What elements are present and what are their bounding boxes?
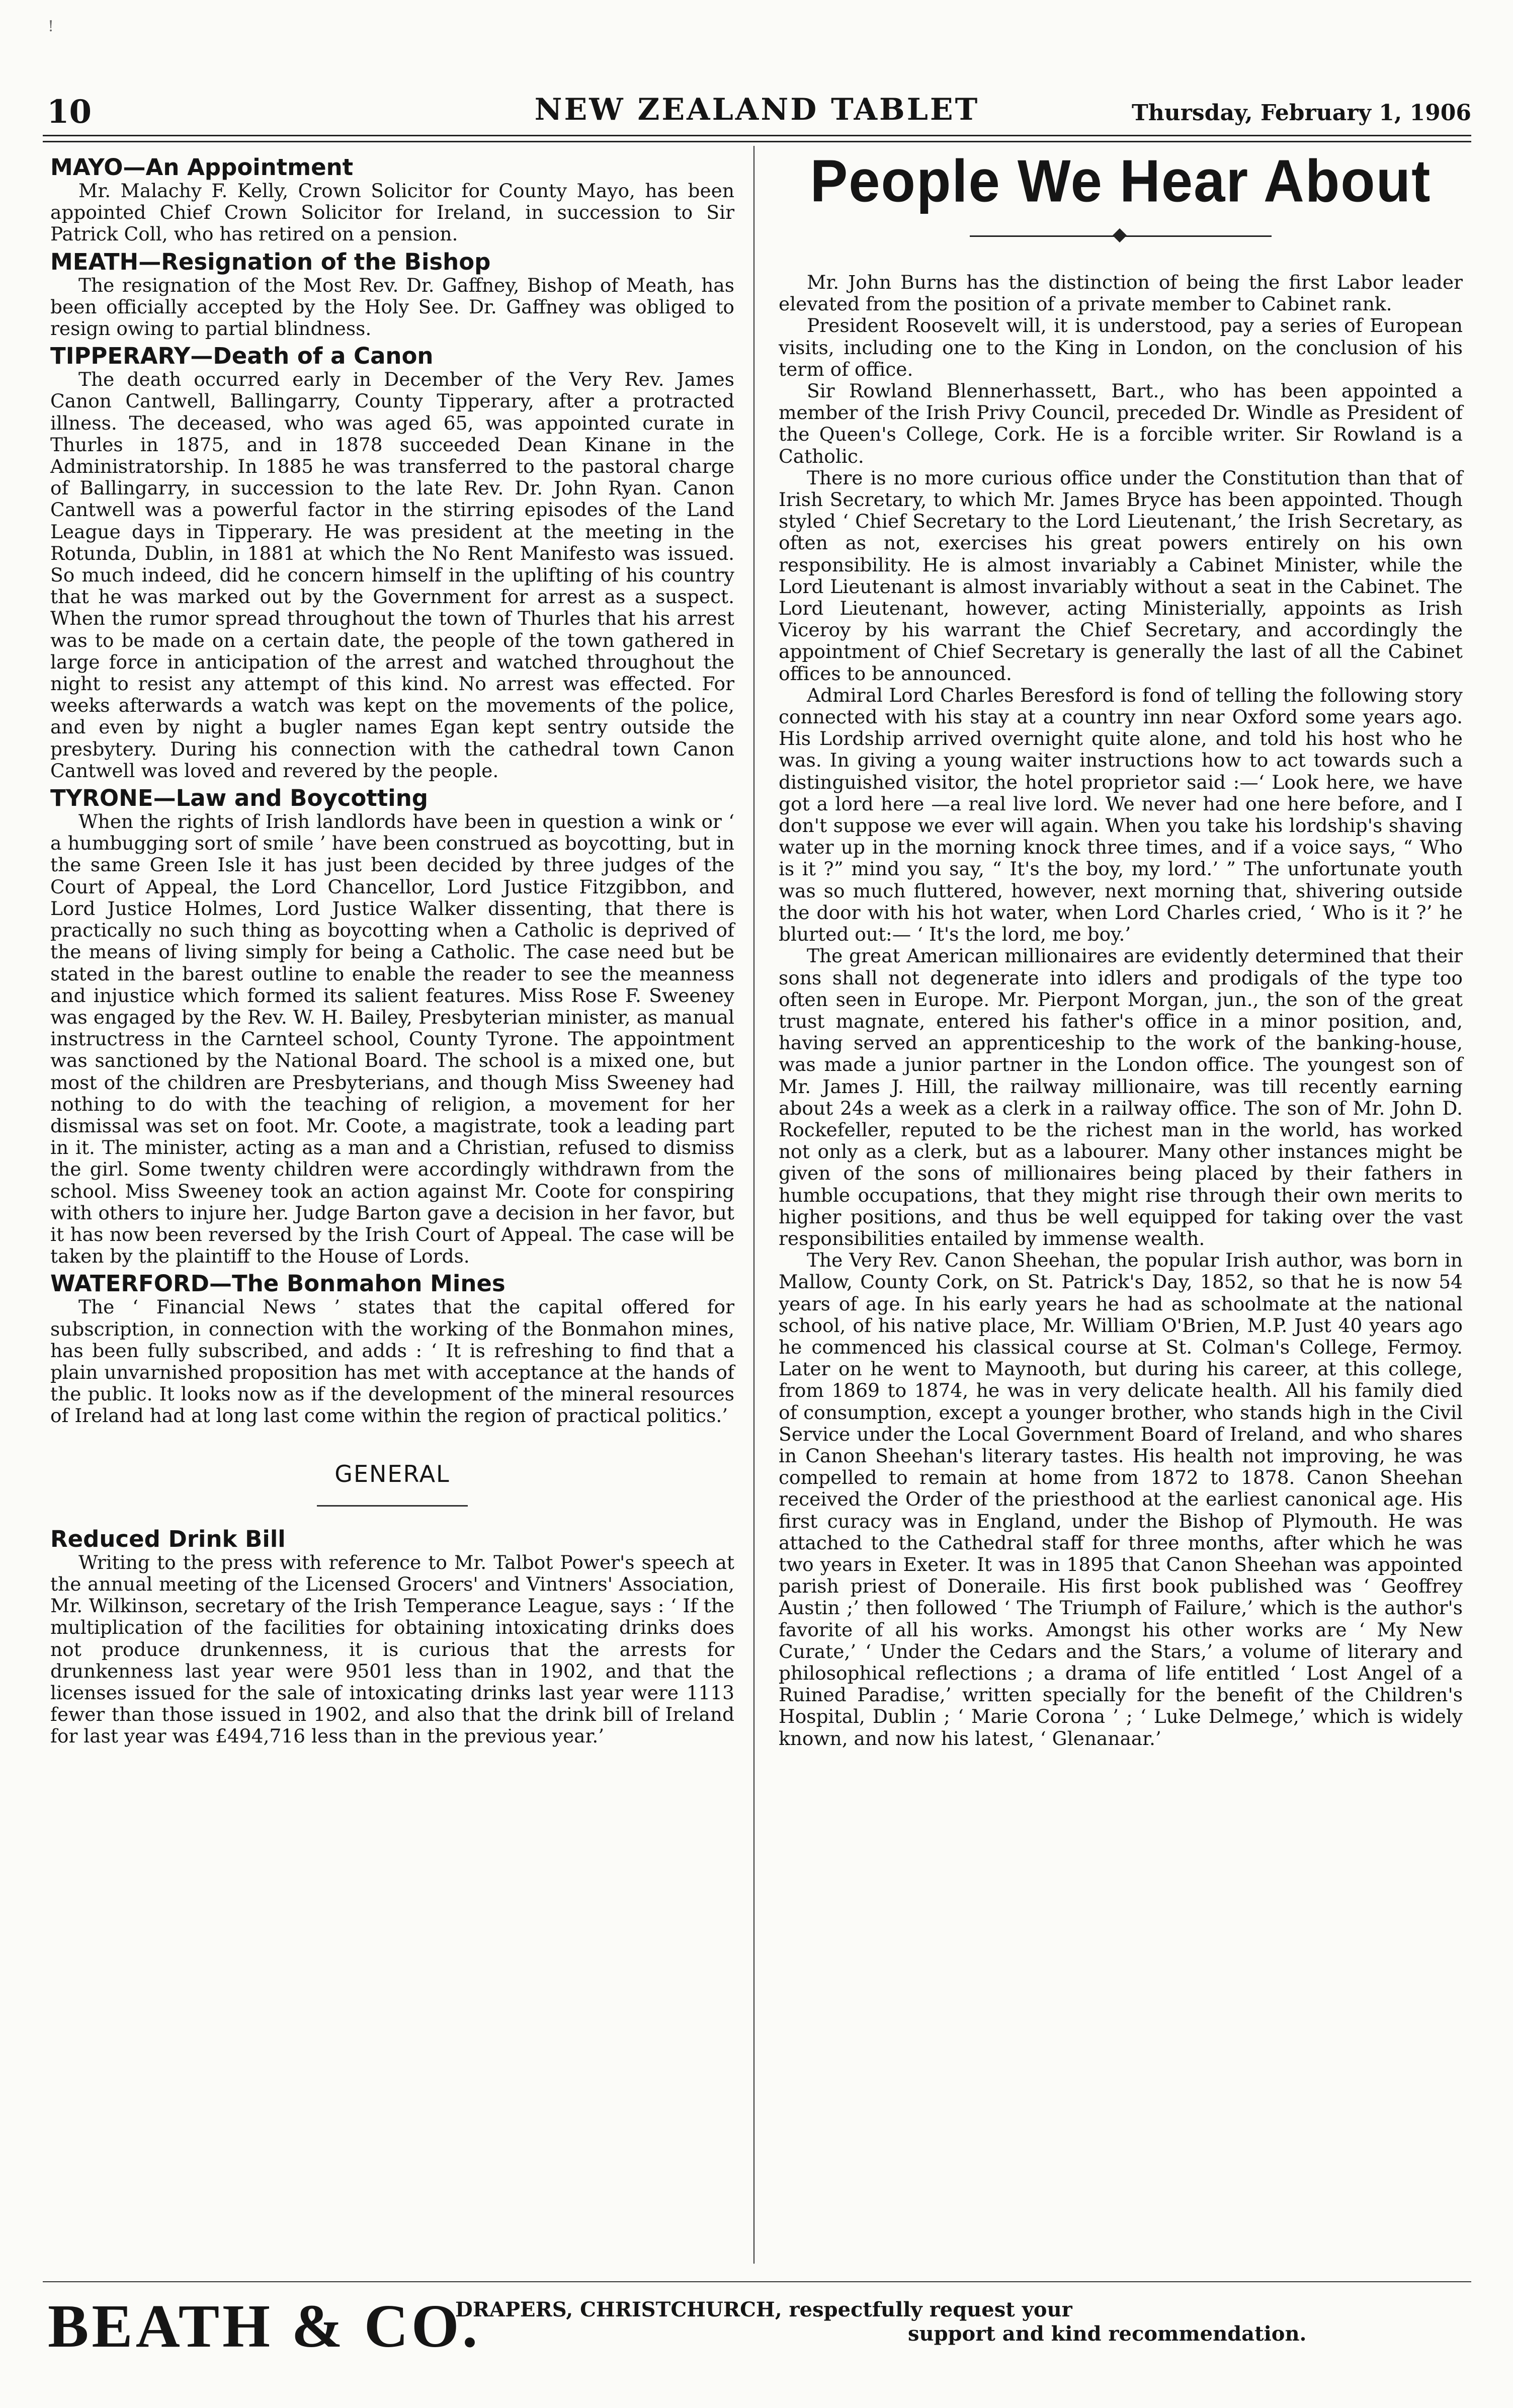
left-column <box>50 151 734 1748</box>
header-rule <box>43 135 1471 142</box>
section-paragraph: The death occurred early in December of the Very Rev. James Canon Cantwell, Ballingarry, County Tipperary, after a protracted illness. The deceased, who was aged 65, was appointed curate in Thurles in 1875, and in 1878 succeeded Dean Kinane in the Administratorship. In 1885 he was transferred to the pastoral charge of Ballingarry, in succession to the late Rev. Dr. John Ryan. Canon Cantwell was a powerful factor in the stirring episodes of the Land League days in Tipperary. He was president at the meeting in the Rotunda, Dublin, in 1881 at which the No Rent Manifesto was issued. So much indeed, did he concern himself in the uplifting of his country that he was marked out by the Government for arrest as a suspect. When the rumor spread throughout the town of Thurles that his arrest was to be made on a certain date, the people of the town gathered in large force in anticipation of the arrest and watched throughout the night to resist any attempt of this kind. No arrest was effected. For weeks afterwards a watch was kept on the movements of the police, and even by night a bugler names Egan kept sentry outside the presbytery. During his connection with the cathedral town Canon Cantwell was loved and revered by the people. <box>50 368 734 782</box>
people-title: People We Hear About <box>810 147 1432 214</box>
general-rule <box>317 1505 468 1507</box>
issue-date: Thursday, February 1, 1906 <box>1132 100 1471 126</box>
people-paragraph: Admiral Lord Charles Beresford is fond of telling the following story connected with his stay at a country inn near Oxford some years ago. His Lordship arrived overnight quite alone, and told his host who he was. In giving a young waiter instructions how to act towards such a distinguished visitor, the hotel proprietor said :—‘ Look here, we have got a lord here —a real live lord. We never had one here before, and I don't suppose we ever will again. When you take his lordship's shaving water up in the morning knock three times, and if a voice says, “ Who is it ?” mind you say, “ It's the boy, my lord.’ ” The unfortunate youth was so much fluttered, however, next morning that, shivering outside the door with his hot water, when Lord Charles cried, ‘ Who is it ?’ he blurted out:— ‘ It's the lord, me boy.’ <box>779 684 1463 946</box>
section-paragraph: Writing to the press with reference to Mr. Talbot Power's speech at the annual meeting of the Licensed Grocers' and Vintners' Association, Mr. Wilkinson, secretary of the Irish Temperance League, says : ‘ If the multiplication of the facilities for obtaining intoxicating drinks does not produce drunkenness, it is curious that the arrests for drunkenness last year were 9501 less than in 1902, and that the licenses issued for the sale of intoxicating drinks last year were 1113 fewer than those issued in 1902, and also that the drink bill of Ireland for last year was £494,716 less than in the previous year.’ <box>50 1551 734 1748</box>
diamond-icon <box>1113 228 1127 242</box>
section-waterford <box>50 1271 734 1427</box>
people-paragraph: There is no more curious office under the Constitution than that of Irish Secretary, to which Mr. James Bryce has been appointed. Though styled ‘ Chief Secretary to the Lord Lieutenant,’ the Irish Secretary, as often as not, exercises his great powers entirely on his own responsibility. He is almost invariably a Cabinet Minister, while the Lord Lieutenant is almost invariably without a seat in the Cabinet. The Lord Lieutenant, however, acting Ministerially, appoints as Irish Viceroy by his warrant the Chief Secretary, and accordingly the appointment of Chief Secretary is generally the last of all the Cabinet offices to be announced. <box>779 466 1463 685</box>
people-paragraph: The Very Rev. Canon Sheehan, the popular Irish author, was born in Mallow, County Cork, on St. Patrick's Day, 1852, so that he is now 54 years of age. In his early years he had as schoolmate at the national school, of his native place, Mr. William O'Brien, M.P. Just 40 years ago he commenced his classical course at St. Colman's College, Fermoy. Later on he went to Maynooth, but during his career, at this college, from 1869 to 1874, he was in very delicate health. All his family died of consumption, except a younger brother, who stands high in the Civil Service under the Local Government Board of Ireland, and who shares in Canon Sheehan's literary tastes. His health not improving, he was compelled to remain at home from 1872 to 1878. Canon Sheehan received the Order of the priesthood at the earliest canonical age. His first curacy was in England, under the Bishop of Plymouth. He was attached to the Cathedral staff for three months, after which he was two years in Exeter. It was in 1895 that Canon Sheehan was appointed parish priest of Doneraile. His first book published was ‘ Geoffrey Austin ;’ then followed ‘ The Triumph of Failure,’ which is the author's favorite of all his works. Amongst his other works are ‘ My New Curate,’ ‘ Under the Cedars and the Stars,’ a volume of literary and philosophical reflections ; a drama of life entitled ‘ Lost Angel of a Ruined Paradise,’ written specially for the benefit of the Children's Hospital, Dublin ; ‘ Marie Corona ’ ; ‘ Luke Delmege,’ which is widely known, and now his latest, ‘ Glenanaar.’ <box>779 1249 1463 1750</box>
section-reduced-drink-bill <box>50 1527 734 1748</box>
section-mayo <box>50 155 734 245</box>
section-heading: TIPPERARY—Death of a Canon <box>50 343 434 370</box>
advert-name: BEATH & CO. <box>48 2292 481 2360</box>
section-heading: MEATH—Resignation of the Bishop <box>50 248 491 275</box>
section-paragraph: The resignation of the Most Rev. Dr. Gaffney, Bishop of Meath, has been officially accepted by the Holy See. Dr. Gaffney was obliged to resign owing to partial blindness. <box>50 274 734 340</box>
section-heading: MAYO—An Appointment <box>50 154 354 181</box>
footer-rule <box>43 2281 1471 2282</box>
section-paragraph: Mr. Malachy F. Kelly, Crown Solicitor for County Mayo, has been appointed Chief Crown Solicitor for Ireland, in succession to Sir Patrick Coll, who has retired on a pension. <box>50 180 734 245</box>
page-number: 10 <box>47 93 92 131</box>
people-paragraph: The great American millionaires are evidently determined that their sons shall not degenerate into idlers and prodigals of the type too often seen in Europe. Mr. Pierpont Morgan, jun., the son of the great trust magnate, entered his father's office in a minor position, and, having served an apprenticeship to the work of the banking-house, was made a junior partner in the London office. The youngest son of Mr. James J. Hill, the railway millionaire, was till recently earning about 24s a week as a clerk in a railway office. The son of Mr. John D. Rockefeller, reputed to be the richest man in the world, has worked not only as a clerk, but as a labourer. Many other instances might be given of the sons of millionaires being placed by their fathers in humble occupations, that they might rise through their own merits to higher positions, and thus be well equipped for taking over the vast responsibilities entailed by immense wealth. <box>779 945 1463 1250</box>
section-paragraph: The ‘ Financial News ’ states that the capital offered for subscription, in connection with the working of the Bonmahon mines, has been fully subscribed, and adds : ‘ It is refreshing to find that a plain unvarnished proposition has met with acceptance at the hands of the public. It looks now as if the development of the mineral resources of Ireland had at long last come within the region of practical politics.’ <box>50 1296 734 1427</box>
advert-line-1: DRAPERS, CHRISTCHURCH, respectfully request your <box>455 2298 1072 2321</box>
section-heading: WATERFORD—The Bonmahon Mines <box>50 1270 506 1297</box>
advert-text <box>455 2298 1306 2346</box>
advert-line-2: support and kind recommendation. <box>908 2322 1307 2346</box>
margin-mark: ! <box>48 18 54 35</box>
newspaper-title: NEW ZEALAND TABLET <box>534 92 980 127</box>
section-tipperary <box>50 344 734 782</box>
section-heading: TYRONE—Law and Boycotting <box>50 785 428 812</box>
people-paragraph: Sir Rowland Blennerhassett, Bart., who has been appointed a member of the Irish Privy Council, preceded Dr. Windle as President of the Queen's College, Cork. He is a forcible writer. Sir Rowland is a Catholic. <box>779 380 1463 467</box>
section-heading: Reduced Drink Bill <box>50 1525 286 1552</box>
section-paragraph: When the rights of Irish landlords have been in question a wink or ‘ a humbugging sort of smile ’ have been construed as boycotting, but in the same Green Isle it has just been decided by three judges of the Court of Appeal, the Lord Chancellor, Lord Justice Fitzgibbon, and Lord Justice Holmes, Lord Justice Walker dissenting, that there is practically no such thing as boycotting when a Catholic is deprived of the means of living simply for being a Catholic. The case need but be stated in the barest outline to enable the reader to see the meanness and injustice which formed its salient features. Miss Rose F. Sweeney was engaged by the Rev. W. H. Bailey, Presbyterian minister, as manual instructress in the Carnteel school, County Tyrone. The appointment was sanctioned by the National Board. The school is a mixed one, but most of the children are Presbyterians, and though Miss Sweeney had nothing to do with the teaching of religion, a movement for her dismissal was set on foot. Mr. Coote, a magistrate, took a leading part in it. The minister, acting as a man and a Christian, refused to dismiss the girl. Some twenty children were accordingly withdrawn from the school. Miss Sweeney took an action against Mr. Coote for conspiring with others to injure her. Judge Barton gave a decision in her favor, but it has now been reversed by the Irish Court of Appeal. The case will be taken by the plaintiff to the House of Lords. <box>50 810 734 1268</box>
section-tyrone <box>50 786 734 1267</box>
column-divider <box>753 146 754 2264</box>
general-title: GENERAL <box>334 1460 450 1487</box>
page-header <box>43 92 1471 131</box>
right-column <box>779 147 1463 1750</box>
people-paragraph: President Roosevelt will, it is understood, pay a series of European visits, including one to the King in London, on the conclusion of his term of office. <box>779 314 1463 380</box>
title-ornament <box>779 223 1463 248</box>
section-meath <box>50 250 734 340</box>
people-paragraph: Mr. John Burns has the distinction of being the first Labor leader elevated from the position of a private member to Cabinet rank. <box>779 271 1463 315</box>
